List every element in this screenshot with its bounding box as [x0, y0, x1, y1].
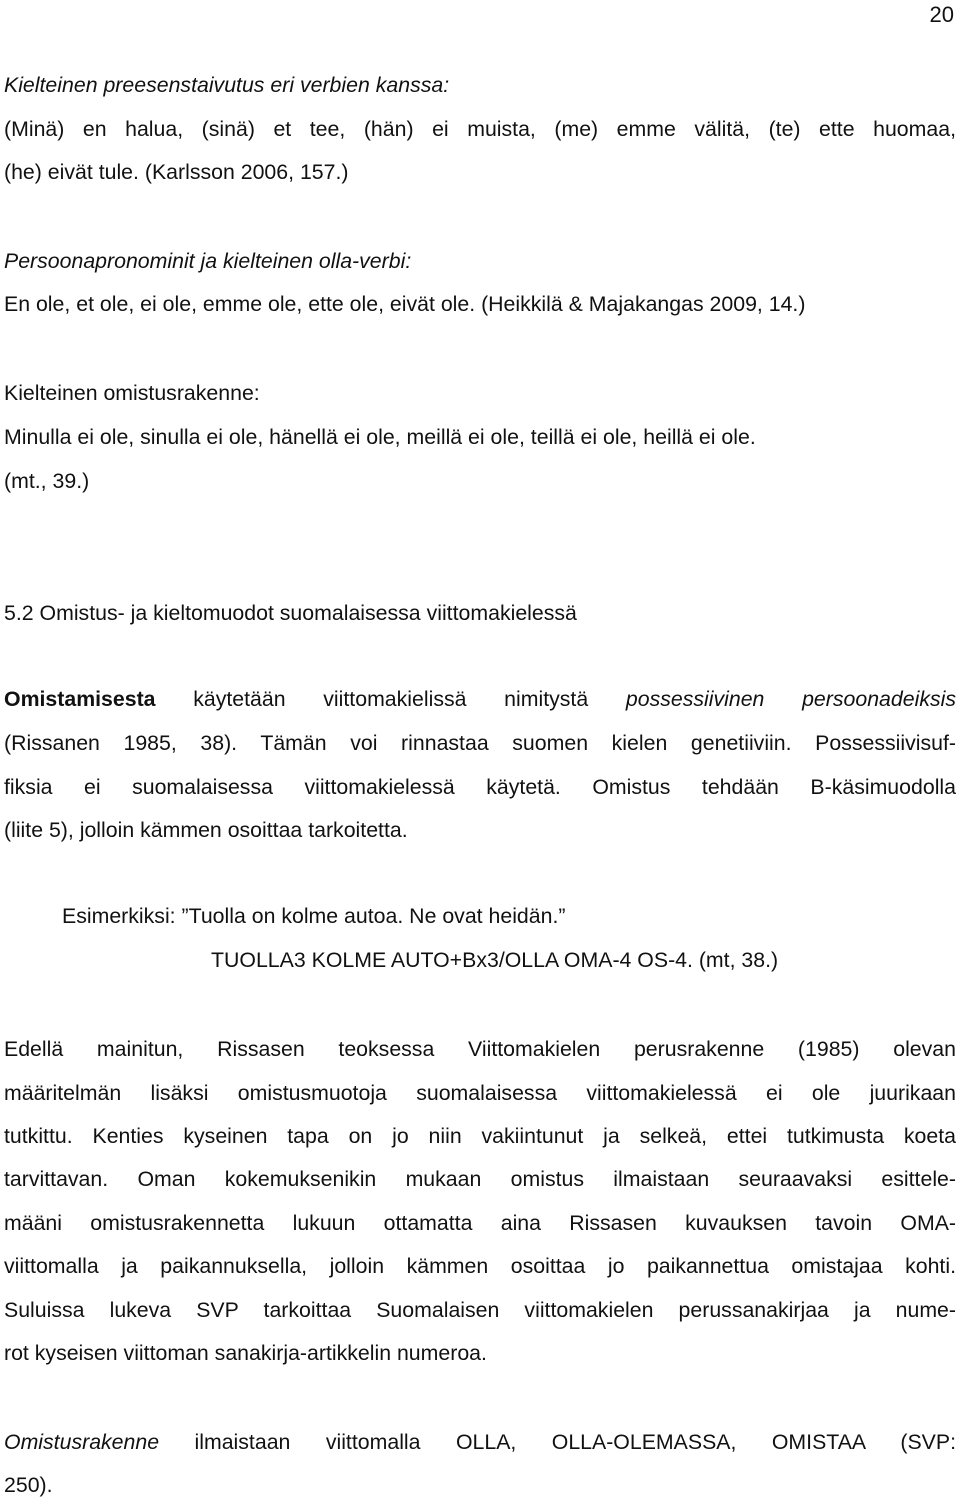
example-label-negative-present: Kielteinen preesenstaivutus eri verbien kanssa: — [4, 73, 450, 97]
paragraph-line: Edellä mainitun, Rissasen teoksessa Viittomakielen perusrakenne (1985) olevan — [4, 1037, 956, 1061]
example-text-line: (Minä) en halua, (sinä) et tee, (hän) ei muista, (me) emme välitä, (te) ette huomaa, — [4, 117, 956, 141]
paragraph-line: (liite 5), jolloin kämmen osoittaa tarkoitetta. — [4, 818, 408, 842]
example-sentence: Esimerkiksi: ”Tuolla on kolme autoa. Ne ovat heidän.” — [62, 904, 566, 928]
example-text-line: Minulla ei ole, sinulla ei ole, hänellä ei ole, meillä ei ole, teillä ei ole, heillä ei ole. — [4, 425, 756, 449]
paragraph-line: määni omistusrakennetta lukuun ottamatta aina Rissasen kuvauksen tavoin OMA- — [4, 1211, 956, 1235]
example-text-line: En ole, et ole, ei ole, emme ole, ette ole, eivät ole. (Heikkilä & Majakangas 2009, 14.) — [4, 292, 806, 316]
example-text-line: (mt., 39.) — [4, 469, 90, 493]
bold-term: Omistamisesta — [4, 687, 156, 711]
paragraph-line: viittomalla ja paikannuksella, jolloin kämmen osoittaa jo paikannettua omistajaa kohti. — [4, 1254, 956, 1278]
paragraph-line: 250). — [4, 1473, 53, 1497]
paragraph-line: Suluissa lukeva SVP tarkoittaa Suomalaisen viittomakielen perussanakirjaa ja nume- — [4, 1298, 956, 1322]
page-number: 20 — [929, 2, 954, 27]
paragraph-line — [4, 1432, 956, 1453]
paragraph-line: tarvittavan. Oman kokemuksenikin mukaan omistus ilmaistaan seuraavaksi esittele- — [4, 1167, 956, 1191]
example-text-line: (he) eivät tule. (Karlsson 2006, 157.) — [4, 160, 349, 184]
paragraph-line: fiksia ei suomalaisessa viittomakielessä käytetä. Omistus tehdään B-käsimuodolla — [4, 775, 956, 799]
example-label-olla-verb: Persoonapronominit ja kielteinen olla-verbi: — [4, 249, 412, 273]
section-heading: 5.2 Omistus- ja kieltomuodot suomalaisessa viittomakielessä — [4, 601, 577, 625]
paragraph-line — [4, 689, 956, 710]
example-gloss: TUOLLA3 KOLME AUTO+Bx3/OLLA OMA-4 OS-4. (mt, 38.) — [211, 948, 779, 972]
paragraph-text: käytetään viittomakielissä nimitystä — [155, 687, 626, 711]
italic-term: possessiivinen persoonadeiksis — [625, 687, 956, 711]
paragraph-line: (Rissanen 1985, 38). Tämän voi rinnastaa suomen kielen genetiiviin. Possessiivisuf- — [4, 731, 956, 755]
example-label-possessive: Kielteinen omistusrakenne: — [4, 381, 260, 405]
paragraph-text: ilmaistaan viittomalla OLLA, OLLA-OLEMASSA, OMISTAA (SVP: — [159, 1430, 956, 1454]
paragraph-line: rot kyseisen viittoman sanakirja-artikkelin numeroa. — [4, 1341, 487, 1365]
paragraph-line: tutkittu. Kenties kyseinen tapa on jo niin vakiintunut ja selkeä, ettei tutkimusta koeta — [4, 1124, 956, 1148]
italic-term: Omistusrakenne — [4, 1430, 160, 1454]
paragraph-line: määritelmän lisäksi omistusmuotoja suomalaisessa viittomakielessä ei ole juurikaan — [4, 1081, 956, 1105]
